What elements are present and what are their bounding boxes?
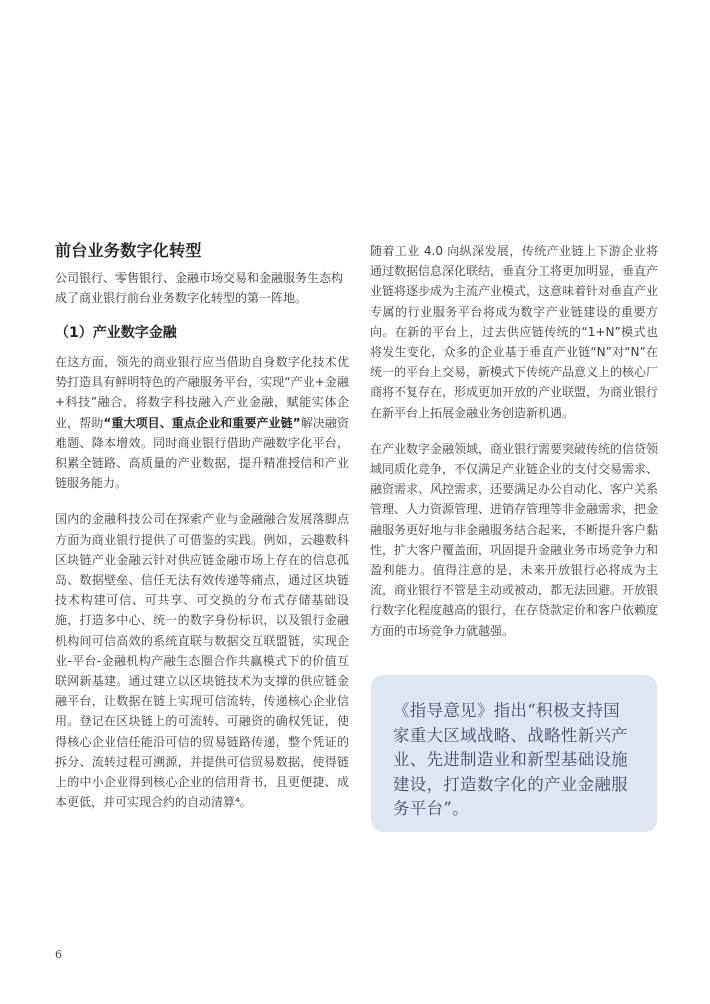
paragraph-text: 解决融资难题、降本增效。同时商业银行借助产融数字化平台，积累全链路、高质量的产业数据，提升精准授信和产业链服务能力。	[55, 415, 349, 491]
emphasis-text: “重大项目、重点企业和重要产业链”	[103, 415, 301, 430]
right-column	[370, 241, 658, 657]
section-intro: 公司银行、零售银行、金融市场交易和金融服务生态构成了商业银行前台业务数字化转型的第一阵地。	[55, 271, 344, 305]
callout-box	[371, 675, 657, 832]
subsection-title: （1）产业数字金融	[55, 325, 177, 341]
page-number: 6	[55, 948, 62, 961]
paragraph-text: 在这方面，领先的商业银行应当借助自身数字化技术优势打造具有鲜明特色的产融服务平台，实现“产业+金融+科技”融合，将数字科技融入产业金融，赋能实体企业，帮助	[55, 355, 349, 430]
paragraph-industry-4: 随着工业 4.0 向纵深发展，传统产业链上下游企业将通过数据信息深化联结，垂直分工将更加明显，垂直产业链将逐步成为主流产业模式，这意味着针对垂直产业专属的行业服务平台将成为数字产业链建设的重要方向。在新的平台上，过去供应链传统的“1+N”模式也将发生变化，众多的企业基于垂直产业链“N”对“N”在统一的平台上交易，新模式下传统产品意义上的核心厂商将不复存在，形成更加开放的产业联盟，为商业银行在新平台上拓展金融业务创造新机遇。	[370, 244, 659, 420]
section-title: 前台业务数字化转型	[55, 241, 202, 260]
left-column	[55, 238, 349, 828]
callout-text: 《指导意见》指出“积极支持国家重大区域战略、战略性新兴产业、先进制造业和新型基础设施建设，打造数字化的产业金融服务平台”。	[393, 701, 629, 818]
paragraph-industry-finance	[55, 352, 349, 493]
paragraph-fintech-example: 国内的金融科技公司在探索产业与金融融合发展落脚点方面为商业银行提供了可借鉴的实践。例如，云趣数科区块链产业金融云针对供应链金融市场上存在的信息孤岛、数据壁垒、信任无法有效传递等痛点，通过区块链技术构建可信、可共享、可交换的分布式存储基础设施，打造多中心、统一的数字身份标识，以及银行金融机构间可信高效的系统直联与数据交互联盟链，实现企业-平台-金融机构产融生态圈合作共赢模式下的价值互联网新基建。通过建立以区块链技术为支撑的供应链金融平台，让数据在链上实现可信流转，传递核心企业信用。登记在区块链上的可流转、可融资的确权凭证，使得核心企业信任能沿可信的贸易链路传递，整个凭证的拆分、流转过程可溯源，并提供可信贸易数据，使得链上的中小企业得到核心企业的信用背书，且更便捷、成本更低，并可实现合约的自动清算⁴。	[55, 512, 349, 810]
paragraph-open-banking: 在产业数字金融领域，商业银行需要突破传统的信贷领域同质化竞争，不仅满足产业链企业的支付交易需求、融资需求、风控需求，还要满足办公自动化、客户关系管理、人力资源管理、进销存管理等非金融需求，把金融服务更好地与非金融服务结合起来，不断提升客户黏性，扩大客户覆盖面，巩固提升金融业务市场竞争力和盈利能力。值得注意的是，未来开放银行必将成为主流，商业银行不管是主动或被动，都无法回避。开放银行数字化程度越高的银行，在存贷款定价和客户依赖度方面的市场竞争力就越强。	[370, 441, 659, 638]
